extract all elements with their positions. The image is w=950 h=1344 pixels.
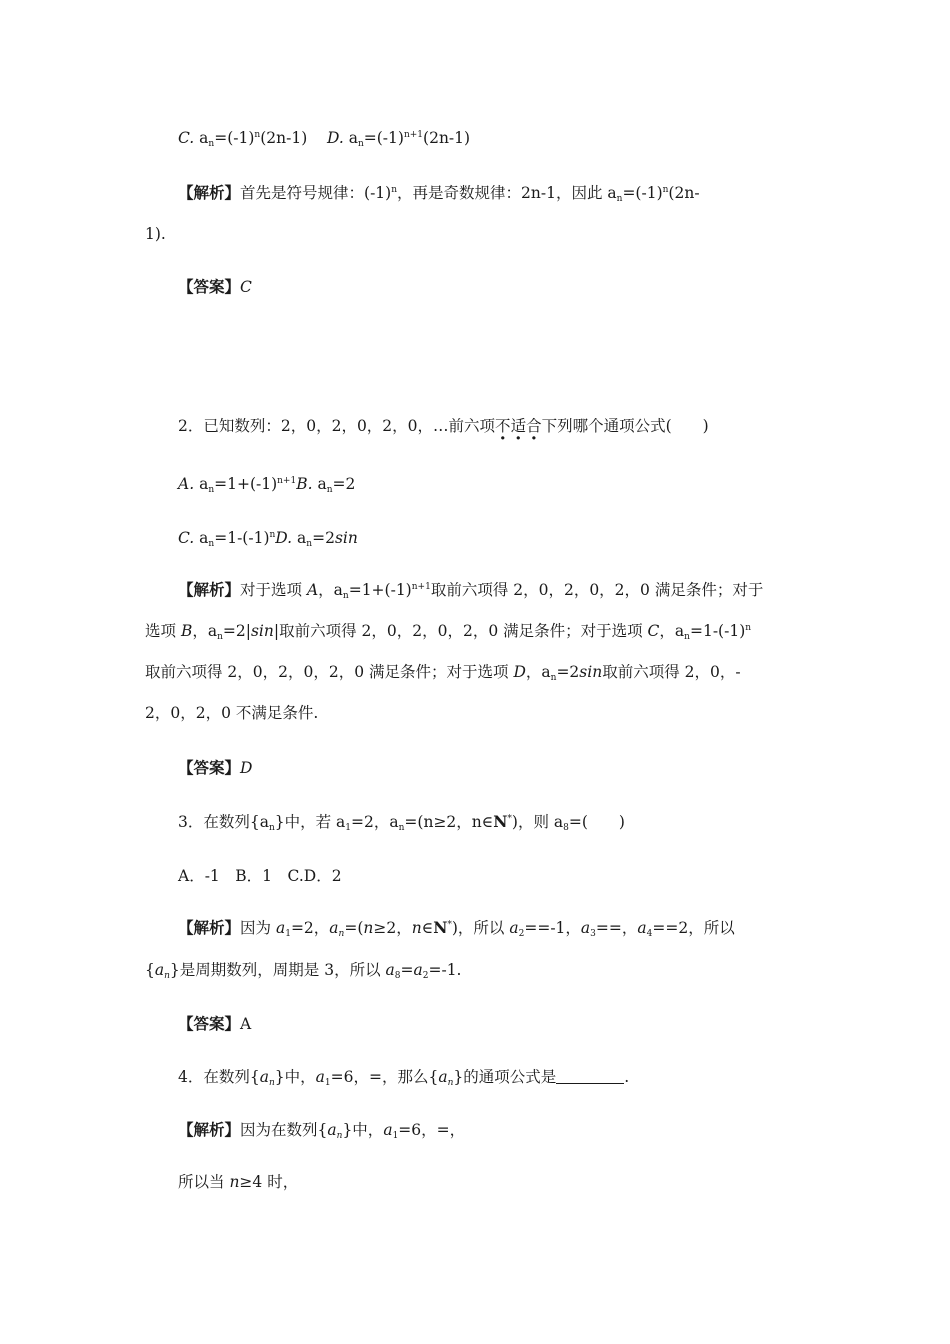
emphasis-char: 不 [495,417,511,435]
option-c-label: C. [178,129,195,147]
q4-analysis-line2: 所以当 n≥4 时， [178,1173,299,1191]
analysis-tag: 【解析】 [178,183,241,202]
answer-value: A [240,1015,252,1033]
answer-tag: 【答案】 [178,1014,241,1033]
answer-blank [556,1069,624,1084]
q1-answer [178,277,252,297]
answer-value: C [240,278,252,296]
q2-analysis-line3: 取前六项得 2，0，2，0，2，0 满足条件；对于选项 D，$a_n=2\sin$取前六项得 2，0，- [145,663,741,683]
q2-answer [178,758,252,778]
answer-tag: 【答案】 [178,277,241,296]
q1-analysis-line2: 1). [145,225,166,243]
q2-options-cd: C. $a_n=1-(-1)^nD$. $a_n=2\sin$ [178,529,358,549]
q2-options-ab: A. $a_n=1+(-1)^{n+1}B$. $a_n=2$ [178,475,356,495]
emphasis-char: 适 [510,417,527,435]
q4-stem: 4．在数列$\{a_n\}$中，$a_1=6$，=，那么$\{a_n\}$的通项公式是 . [178,1068,630,1088]
q2-stem: 2．已知数列：2，0，2，0，2，0，…前六项不适合下列哪个通项公式( ) [178,417,709,435]
q1-options-cd: C. $a_n=(-1)^n(2n-1)$ D. $a_n=(-1)^{n+1}(2n-1)$ [178,129,471,149]
q2-analysis-line1: 【解析】对于选项 A，$a_n=1+(-1)^{n+1}$取前六项得 2，0，2，0，2，0 满足条件；对于 [178,580,764,601]
q2-analysis-line2: 选项 B，$a_n=2|\sin|$取前六项得 2，0，2，0，2，0 满足条件；对于选项 C，$a_n=1-(-1)^n$ [145,622,752,642]
answer-tag: 【答案】 [178,758,241,777]
option-d-label: D. [326,129,344,147]
q3-stem: 3．在数列$\{a_n\}$中，若 $a_1=2$，$a_n=(n\ge 2$，n∈N*)，则 $a_8=$( ) [178,812,625,833]
q1-analysis-line1: 【解析】首先是符号规律：$(-1)^n$，再是奇数规律：2n-1，因此 $a_n=(-1)^n(2n-$ [178,183,700,204]
emphasis-char: 合 [526,417,542,435]
analysis-tag: 【解析】 [178,1120,241,1139]
q3-answer [178,1014,251,1034]
q2-analysis-line4: 2，0，2，0 不满足条件. [145,704,319,722]
q4-analysis-line1: 【解析】因为在数列$\{a_n\}$中，$a_1=6$，=， [178,1120,466,1141]
q3-options: A．-1 B．1 C.D．2 [178,867,342,885]
analysis-tag: 【解析】 [178,918,241,937]
analysis-tag: 【解析】 [178,580,241,599]
q3-analysis-line1: 【解析】因为 $a_1=2$，$a_n=(n\ge 2$，n∈N*)，所以 $a_2==-1$，$a_3==$，$a_4==2$，所以 [178,918,735,939]
q3-analysis-line2: $\{a_n\}$是周期数列，周期是 3，所以 $a_8=a_2=-1$. [145,961,462,981]
answer-value: D [240,759,253,777]
